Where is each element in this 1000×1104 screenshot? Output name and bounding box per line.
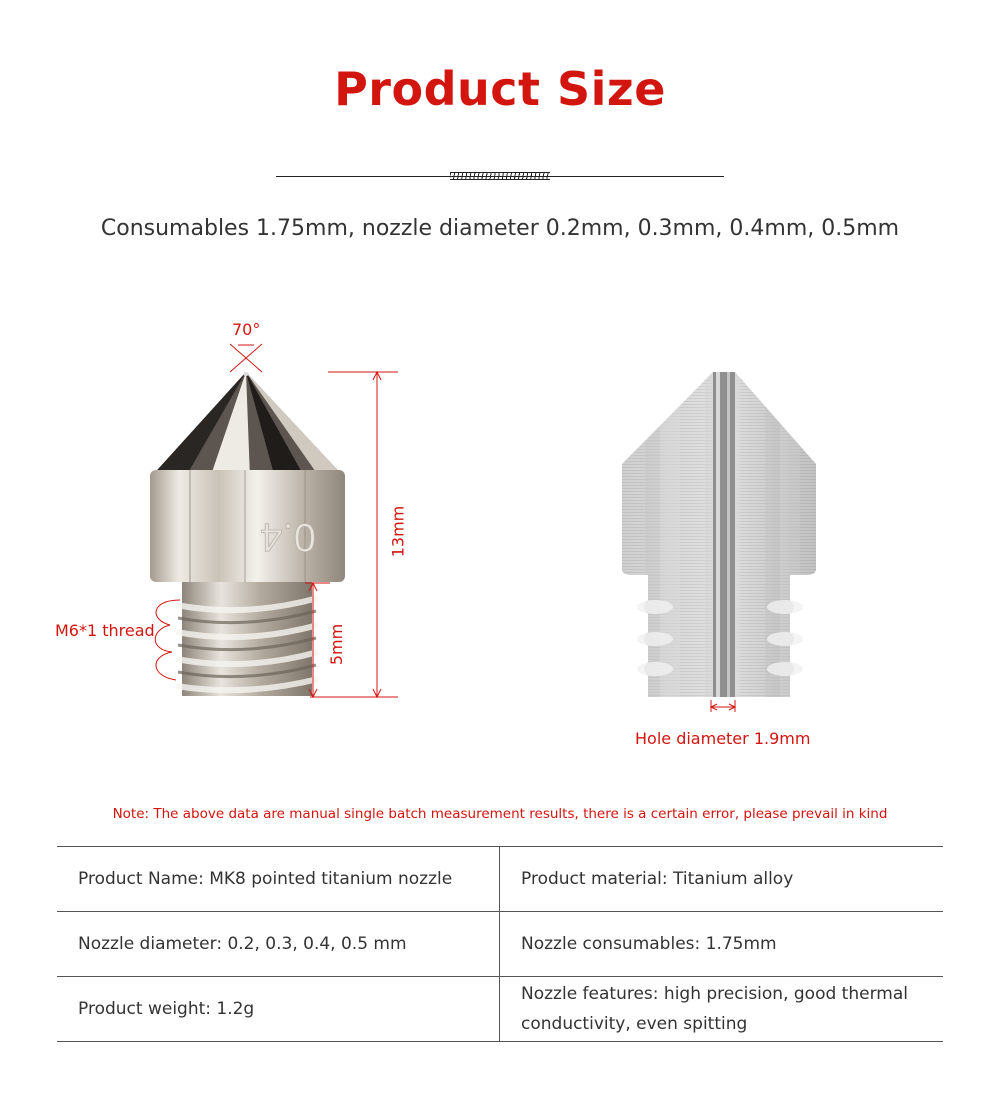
table-row (57, 912, 943, 977)
spec-product-material: Product material: Titanium alloy (500, 847, 944, 912)
nozzle-cross-section (622, 372, 816, 697)
hole-dimension (711, 700, 735, 712)
thread-bracket (155, 600, 180, 680)
spec-nozzle-diameter: Nozzle diameter: 0.2, 0.3, 0.4, 0.5 mm (57, 912, 500, 977)
spec-product-name: Product Name: MK8 pointed titanium nozzle (57, 847, 500, 912)
angle-label: 70° (232, 320, 261, 339)
nozzle-photo (150, 372, 345, 696)
page-title: Product Size (334, 62, 666, 116)
measurement-note: Note: The above data are manual single batch measurement results, there is a certain error, please prevail in kind (112, 806, 888, 822)
spec-nozzle-features: Nozzle features: high precision, good thermal conductivity, even spitting (500, 977, 944, 1042)
table-row (57, 977, 943, 1042)
thread-label: M6*1 thread (55, 621, 155, 640)
nozzle-size-marking: 0.4 (260, 515, 316, 559)
hole-diameter-label: Hole diameter 1.9mm (635, 729, 811, 748)
spec-nozzle-consumables: Nozzle consumables: 1.75mm (500, 912, 944, 977)
spec-table (57, 846, 943, 1042)
thread-length-label: 5mm (327, 623, 347, 666)
subtitle: Consumables 1.75mm, nozzle diameter 0.2mm, 0.3mm, 0.4mm, 0.5mm (100, 216, 900, 241)
spec-product-weight: Product weight: 1.2g (57, 977, 500, 1042)
table-row (57, 847, 943, 912)
angle-marker (230, 344, 262, 372)
total-length-label: 13mm (388, 505, 408, 558)
